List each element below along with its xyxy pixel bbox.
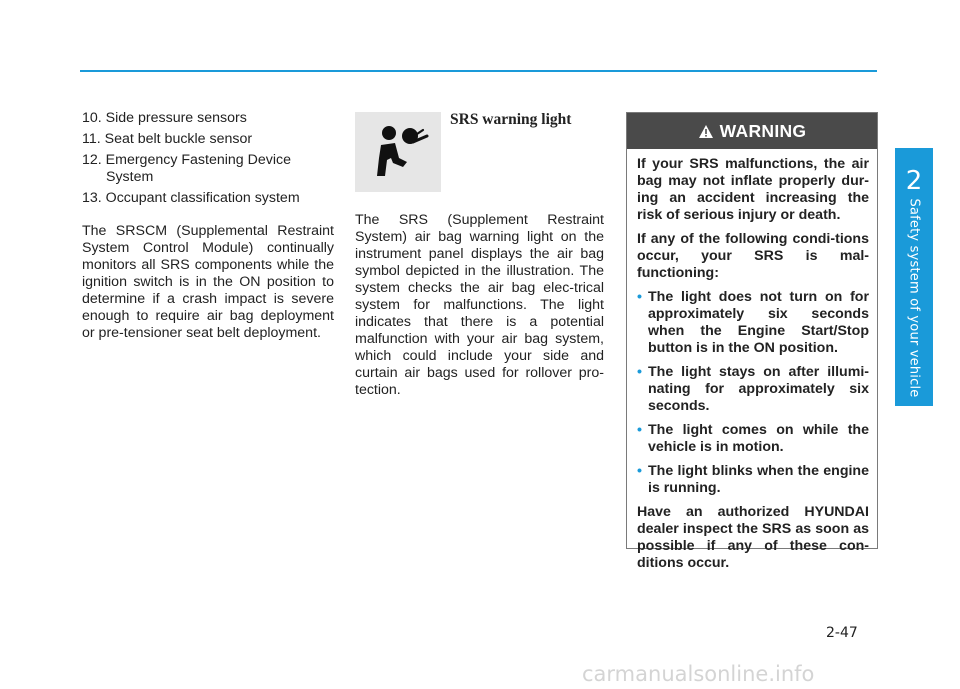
warning-triangle-icon [698, 124, 714, 139]
warning-bullet: • The light comes on while the vehicle is in motion. [637, 422, 869, 455]
warning-intro: If your SRS malfunctions, the air bag may not inflate properly dur-ing an accident increasing the risk of serious injury or death. [637, 156, 869, 223]
airbag-warning-icon [355, 112, 441, 192]
watermark: carmanualsonline.info [582, 662, 815, 686]
bullet-dot-icon: • [637, 463, 642, 479]
srs-description: The SRS (Supplement Restraint System) air bag warning light on the instrument panel displays the air bag symbol depicted in the illustration. The system checks the air bag elec-trical system for malfunctions. The light indicates that there is a potential malfunction with your air bag system, which could include your side and curtain air bags used for rollover pro-tection. [355, 212, 604, 398]
bullet-dot-icon: • [637, 364, 642, 380]
chapter-number: 2 [905, 166, 923, 196]
warning-bullet: • The light does not turn on for approximately six seconds when the Engine Start/Stop button is in the ON position. [637, 289, 869, 356]
bullet-dot-icon: • [637, 289, 642, 305]
header-rule [80, 70, 877, 72]
left-column [82, 110, 334, 342]
chapter-title: Safety system of your vehicle [906, 198, 922, 398]
warning-bullet: • The light stays on after illumi-nating for approximately six seconds. [637, 364, 869, 414]
list-item: 12. Emergency Fastening Device System [82, 152, 291, 185]
page-number: 2-47 [826, 625, 858, 641]
list-item: 10. Side pressure sensors [82, 110, 247, 126]
warning-closing: Have an authorized HYUNDAI dealer inspect the SRS as soon as possible if any of these con-ditions occur. [637, 504, 869, 571]
warning-box [626, 112, 878, 571]
warning-header [627, 113, 877, 149]
chapter-tab [895, 148, 933, 406]
bullet-dot-icon: • [637, 422, 642, 438]
section-title: SRS warning light [450, 111, 572, 128]
warning-bullet: • The light blinks when the engine is running. [637, 463, 869, 496]
list-item: 13. Occupant classification system [82, 190, 300, 206]
srscm-paragraph: The SRSCM (Supplemental Restraint System Control Module) continually monitors all SRS components while the ignition switch is in the ON position to determine if a crash impact is severe enough to require air bag deployment or pre-tensioner seat belt deployment. [82, 223, 334, 341]
warning-title: WARNING [719, 120, 807, 141]
list-item: 11. Seat belt buckle sensor [82, 131, 253, 147]
warning-body [627, 149, 877, 572]
warning-condition: If any of the following condi-tions occur, your SRS is mal-functioning: [637, 231, 869, 281]
